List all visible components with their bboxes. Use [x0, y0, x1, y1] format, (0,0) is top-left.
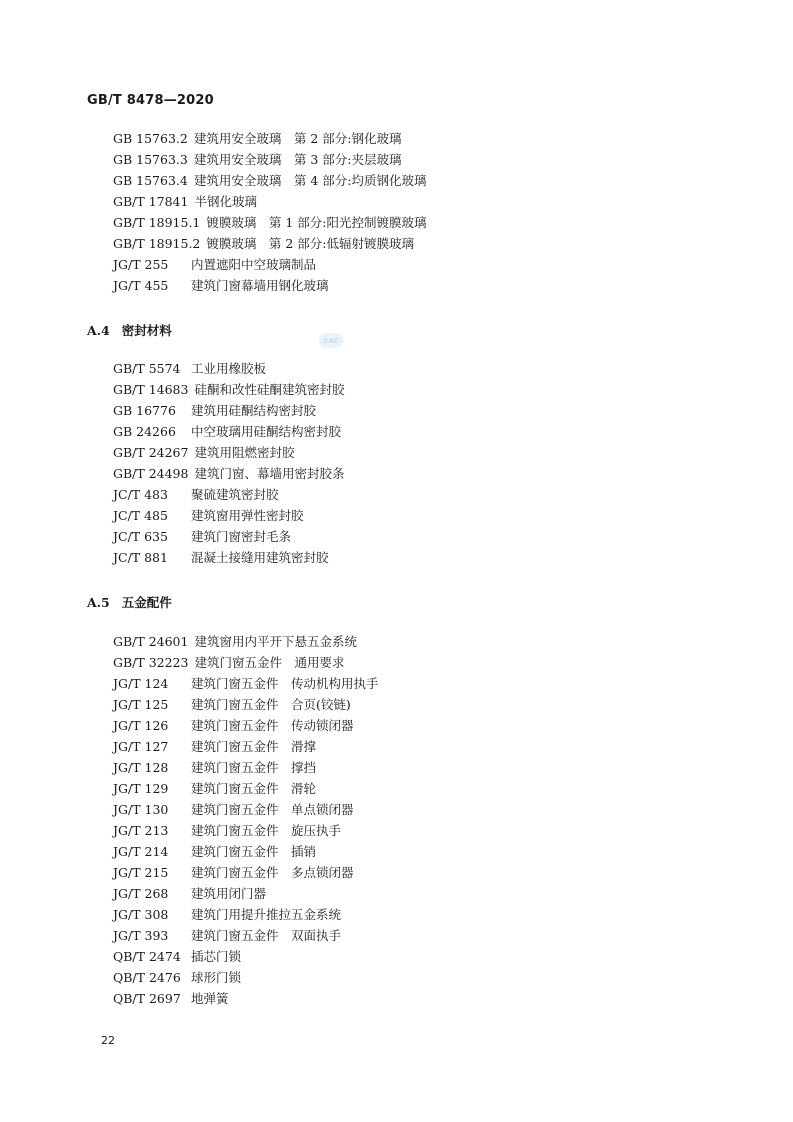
reference-entry: [113, 718, 354, 734]
standard-title: 建筑门窗五金件 通用要求: [194, 655, 345, 670]
standard-code: GB/T 24498: [113, 466, 189, 481]
standard-code: JC/T 635: [113, 529, 168, 544]
standard-title: 地弹簧: [191, 991, 229, 1006]
standard-title: 建筑用硅酮结构密封胶: [191, 403, 317, 418]
standard-title: 半钢化玻璃: [194, 194, 257, 209]
reference-entry: [113, 865, 354, 881]
reference-entry: [113, 781, 316, 797]
reference-entry: [113, 802, 354, 818]
standard-title: 混凝土接缝用建筑密封胶: [191, 550, 329, 565]
reference-entry: [113, 886, 266, 902]
standard-title: 插芯门锁: [191, 949, 242, 964]
reference-entry: [113, 991, 229, 1007]
section-title: 五金配件: [121, 595, 172, 610]
section-number: A.4: [87, 323, 110, 338]
section-title: 密封材料: [121, 323, 172, 338]
standard-title: 内置遮阳中空玻璃制品: [191, 257, 317, 272]
section-heading: [87, 593, 172, 611]
standard-code: JC/T 485: [113, 508, 168, 523]
standard-code: JG/T 268: [113, 886, 169, 901]
section-number: A.5: [87, 595, 110, 610]
standard-title: 镀膜玻璃 第 2 部分:低辐射镀膜玻璃: [206, 236, 415, 251]
standard-title: 球形门锁: [191, 970, 242, 985]
standard-title: 建筑窗用内平开下悬五金系统: [194, 634, 357, 649]
standard-code: GB/T 17841: [113, 194, 189, 209]
standard-code: JG/T 125: [113, 697, 169, 712]
standard-code: GB 15763.4: [113, 173, 188, 188]
standard-title: 建筑用安全玻璃 第 4 部分:均质钢化玻璃: [193, 173, 427, 188]
standard-title: 建筑门窗五金件 双面执手: [191, 928, 342, 943]
reference-entry: [113, 655, 344, 671]
standard-code: GB 16776: [113, 403, 176, 418]
reference-entry: [113, 928, 341, 944]
reference-entry: [113, 215, 427, 231]
standard-title: 建筑门窗五金件 合页(铰链): [191, 697, 351, 712]
reference-entry: [113, 152, 401, 168]
standard-code: GB/T 18915.2: [113, 236, 201, 251]
standard-title: 建筑门用提升推拉五金系统: [191, 907, 342, 922]
reference-entry: [113, 466, 344, 482]
standard-code: GB 15763.2: [113, 131, 188, 146]
reference-entry: [113, 697, 351, 713]
reference-entry: [113, 970, 241, 986]
reference-entry: [113, 424, 341, 440]
reference-entry: [113, 403, 316, 419]
standard-code: JG/T 126: [113, 718, 169, 733]
standard-code: JG/T 129: [113, 781, 169, 796]
reference-entry: [113, 278, 329, 294]
standard-code: JG/T 455: [113, 278, 169, 293]
standard-code: GB/T 18915.1: [113, 215, 201, 230]
reference-entry: [113, 194, 257, 210]
standard-code: GB/T 32223: [113, 655, 189, 670]
standard-title: 镀膜玻璃 第 1 部分:阳光控制镀膜玻璃: [206, 215, 427, 230]
standard-code: JC/T 881: [113, 550, 168, 565]
standard-title: 建筑门窗、幕墙用密封胶条: [194, 466, 345, 481]
standard-title: 建筑门窗密封毛条: [191, 529, 292, 544]
standard-title: 建筑门窗五金件 传动锁闭器: [191, 718, 354, 733]
standard-title: 建筑用安全玻璃 第 2 部分:钢化玻璃: [193, 131, 402, 146]
reference-entry: [113, 173, 426, 189]
reference-entry: [113, 844, 316, 860]
standard-title: 聚硫建筑密封胶: [191, 487, 279, 502]
standard-title: 建筑用闭门器: [191, 886, 267, 901]
standard-code: JG/T 127: [113, 739, 169, 754]
reference-entry: [113, 445, 294, 461]
reference-entry: [113, 508, 304, 524]
reference-entry: [113, 949, 241, 965]
standard-title: 建筑门窗五金件 滑轮: [191, 781, 317, 796]
reference-entry: [113, 760, 316, 776]
page-number: 22: [101, 1034, 115, 1047]
standard-code: JG/T 213: [113, 823, 169, 838]
standard-code: GB 15763.3: [113, 152, 188, 167]
reference-entry: [113, 382, 344, 398]
reference-entry: [113, 907, 341, 923]
standard-title: 中空玻璃用硅酮结构密封胶: [191, 424, 342, 439]
standard-title: 建筑用阻燃密封胶: [194, 445, 295, 460]
standard-title: 建筑门窗五金件 撑挡: [191, 760, 317, 775]
standard-code: JG/T 128: [113, 760, 169, 775]
reference-entry: [113, 676, 379, 692]
standard-header: GB/T 8478—2020: [87, 93, 214, 108]
standard-title: 建筑门窗五金件 插销: [191, 844, 317, 859]
reference-entry: [113, 634, 357, 650]
standard-code: QB/T 2697: [113, 991, 181, 1006]
standard-code: JG/T 124: [113, 676, 169, 691]
standard-code: GB/T 14683: [113, 382, 189, 397]
reference-entry: [113, 550, 329, 566]
reference-entry: [113, 131, 401, 147]
standard-code: JG/T 308: [113, 907, 169, 922]
standard-code: JC/T 483: [113, 487, 168, 502]
standard-title: 建筑门窗五金件 单点锁闭器: [191, 802, 354, 817]
reference-entry: [113, 529, 291, 545]
reference-entry: [113, 823, 341, 839]
standard-title: 建筑门窗五金件 旋压执手: [191, 823, 342, 838]
standard-code: JG/T 255: [113, 257, 169, 272]
sac-watermark-logo: SAC: [319, 333, 343, 348]
standard-title: 建筑门窗五金件 滑撑: [191, 739, 317, 754]
standard-code: QB/T 2476: [113, 970, 181, 985]
reference-entry: [113, 361, 266, 377]
standard-title: 建筑用安全玻璃 第 3 部分:夹层玻璃: [193, 152, 402, 167]
standard-code: GB/T 24601: [113, 634, 189, 649]
section-heading: [87, 321, 172, 339]
standard-title: 工业用橡胶板: [191, 361, 267, 376]
standard-title: 建筑门窗五金件 多点锁闭器: [191, 865, 354, 880]
reference-entry: [113, 739, 316, 755]
reference-entry: [113, 236, 414, 252]
standard-code: GB/T 24267: [113, 445, 189, 460]
standard-code: JG/T 215: [113, 865, 169, 880]
reference-entry: [113, 257, 316, 273]
standard-title: 硅酮和改性硅酮建筑密封胶: [194, 382, 345, 397]
standard-code: JG/T 130: [113, 802, 169, 817]
standard-code: GB 24266: [113, 424, 176, 439]
standard-code: JG/T 393: [113, 928, 169, 943]
standard-code: QB/T 2474: [113, 949, 181, 964]
reference-entry: [113, 487, 279, 503]
standard-title: 建筑门窗五金件 传动机构用执手: [191, 676, 379, 691]
standard-title: 建筑门窗幕墙用钢化玻璃: [191, 278, 329, 293]
standard-title: 建筑窗用弹性密封胶: [191, 508, 304, 523]
standard-code: JG/T 214: [113, 844, 169, 859]
standard-code: GB/T 5574: [113, 361, 181, 376]
